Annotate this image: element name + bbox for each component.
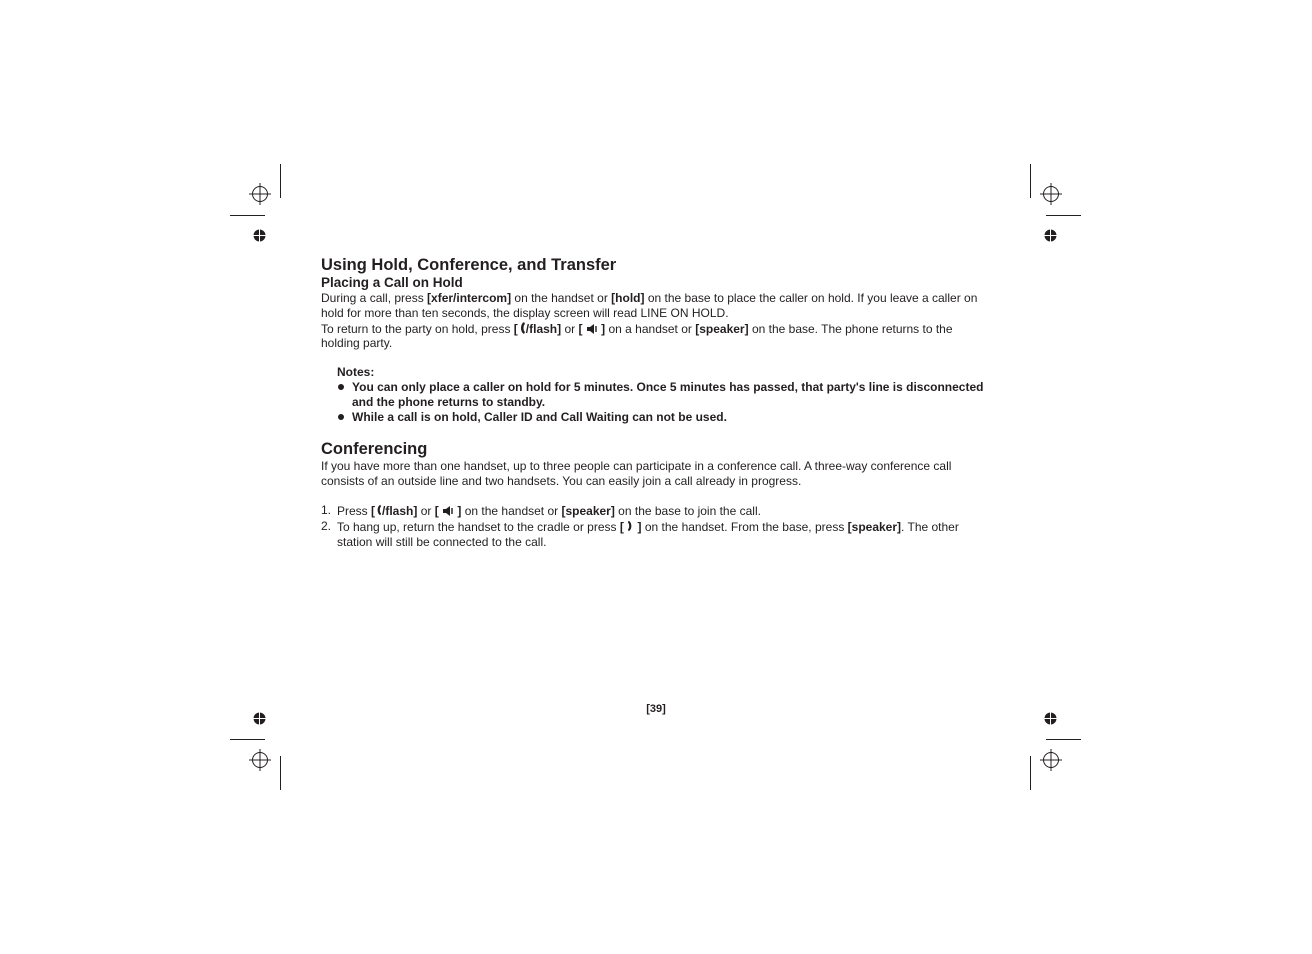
conferencing-heading: Conferencing (321, 440, 428, 459)
conferencing-intro: If you have more than one handset, up to three people can participate in a conference call. A three-way conference call consists of an outside line and two handsets. You can easily join a call already in progress. (321, 459, 952, 489)
bracket: ] (637, 519, 642, 534)
talk-flash-key: /flash] (525, 321, 562, 336)
speaker-key: [speaker] (695, 321, 749, 336)
hold-paragraph-1 (321, 291, 989, 321)
page-title: Using Hold, Conference, and Transfer (321, 256, 617, 274)
hold-key: [hold] (611, 291, 645, 305)
text: on the base to place the caller on hold. If you leave a caller on hold for more than ten seconds, the display screen will read LINE ON HOLD. (321, 291, 978, 320)
notes-list (337, 380, 989, 424)
text: During a call, press (321, 291, 428, 305)
notes-block (337, 365, 989, 424)
talk-icon (518, 321, 526, 335)
registration-mark-icon (1040, 183, 1062, 205)
crop-line (1030, 164, 1031, 198)
crop-line (280, 164, 281, 198)
talk-icon (375, 503, 382, 517)
crop-line (1046, 739, 1081, 740)
end-icon (627, 519, 634, 533)
speaker-key: [speaker] (561, 503, 615, 518)
bracket: [ (434, 503, 439, 518)
text: or (417, 503, 435, 518)
registration-mark-icon (249, 183, 271, 205)
step-number: 1. (321, 502, 332, 517)
text: on the handset or (461, 503, 562, 518)
speaker-icon (442, 505, 454, 517)
conferencing-steps (321, 503, 989, 549)
registration-dot-icon (253, 229, 266, 242)
text: Press (337, 503, 372, 518)
text: or (561, 321, 579, 336)
speaker-icon (586, 323, 598, 335)
note-item: While a call is on hold, Caller ID and Call Waiting can not be used. (337, 410, 989, 425)
xfer-intercom-key: [xfer/intercom] (427, 291, 512, 305)
conferencing-section (321, 440, 989, 549)
talk-flash-key: /flash] (382, 503, 418, 518)
crop-line (230, 215, 265, 216)
text: on the handset. From the base, press (641, 519, 848, 534)
bracket: [ (578, 321, 583, 336)
bracket: [ (371, 503, 376, 518)
bracket: ] (601, 321, 606, 336)
page-number: [39] (646, 703, 666, 715)
text: To return to the party on hold, press (321, 321, 514, 336)
speaker-key: [speaker] (847, 519, 902, 534)
bracket: ] (457, 503, 462, 518)
manual-page-content (321, 256, 989, 549)
crop-line (280, 756, 281, 790)
registration-mark-icon (249, 749, 271, 771)
notes-title: Notes: (337, 365, 375, 380)
bracket: [ (513, 321, 518, 336)
registration-mark-icon (1040, 749, 1062, 771)
step-number: 2. (321, 518, 332, 533)
step-item (321, 519, 989, 550)
text: . The other station will still be connected to the call. (337, 519, 959, 549)
text: on the handset or (511, 291, 612, 305)
step-item (321, 503, 989, 519)
hold-paragraph-2 (321, 321, 989, 352)
text: on the base. The phone returns to the holding party. (321, 321, 953, 351)
crop-line (1046, 215, 1081, 216)
crop-line (230, 739, 265, 740)
crop-line (1030, 756, 1031, 790)
registration-dot-icon (1044, 229, 1057, 242)
bracket: [ (619, 519, 624, 534)
text: on the base to join the call. (614, 503, 761, 518)
note-item: You can only place a caller on hold for 5 minutes. Once 5 minutes has passed, that party's line is disconnected and the phone returns to standby. (337, 380, 989, 410)
text: To hang up, return the handset to the cradle or press (337, 519, 620, 534)
hold-subheading: Placing a Call on Hold (321, 275, 463, 290)
text: on a handset or (605, 321, 696, 336)
